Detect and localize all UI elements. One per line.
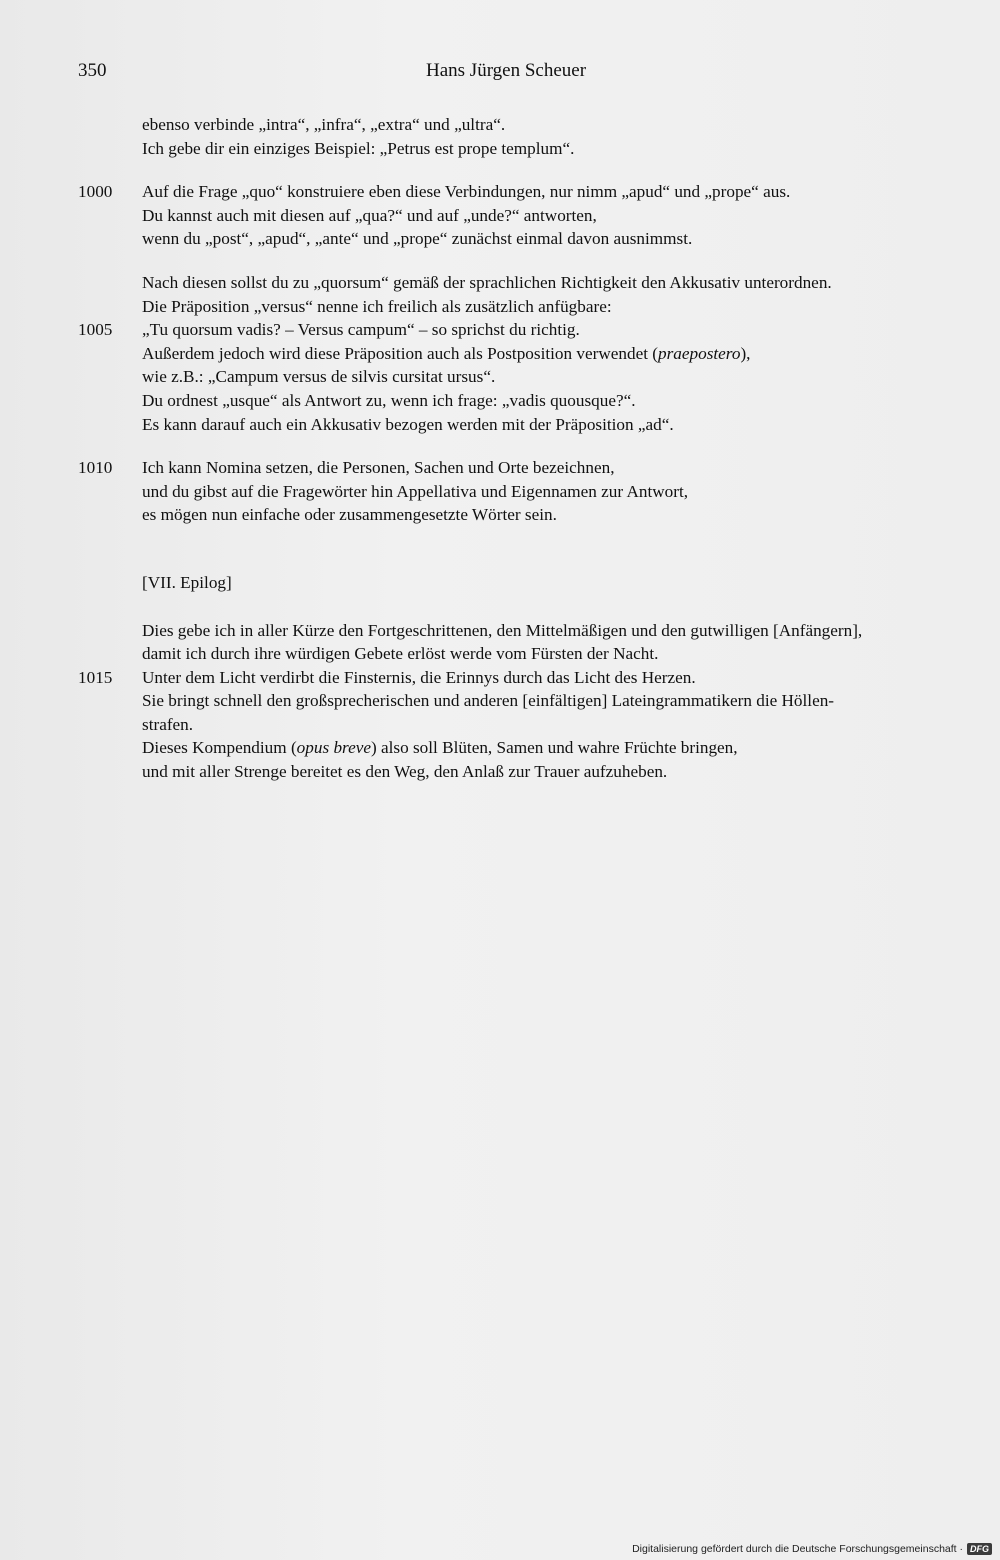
- text-line: [78, 318, 972, 342]
- dfg-logo: DFG: [967, 1543, 992, 1555]
- text-line: es mögen nun einfache oder zusammengesetzte Wörter sein.: [142, 505, 557, 525]
- line-text: Ich kann Nomina setzen, die Personen, Sachen und Orte bezeichnen,: [142, 458, 615, 478]
- line-text: Dieses Kompendium (: [142, 738, 297, 758]
- line-number: 1005: [78, 320, 113, 340]
- text-line: Dies gebe ich in aller Kürze den Fortgeschrittenen, den Mittelmäßigen und den gutwilligen [Anfängern],: [142, 620, 863, 640]
- line-number: 1015: [78, 667, 113, 687]
- digitization-footer: [608, 1540, 992, 1558]
- text-line: [142, 736, 972, 760]
- footer-text: Digitalisierung gefördert durch die Deutsche Forschungsgemeinschaft ·: [632, 1543, 963, 1555]
- line-text: „Tu quorsum vadis? – Versus campum“ – so sprichst du richtig.: [142, 320, 580, 340]
- text-line: ebenso verbinde „intra“, „infra“, „extra“ und „ultra“.: [142, 115, 506, 134]
- text-line: Du ordnest „usque“ als Antwort zu, wenn ich frage: „vadis quousque?“.: [142, 390, 636, 410]
- line-text: ) also soll Blüten, Samen und wahre Früchte bringen,: [370, 738, 738, 758]
- italic-term: praepostero: [658, 343, 741, 363]
- body-text: [78, 113, 972, 784]
- line-text: Auf die Frage „quo“ konstruiere eben diese Verbindungen, nur nimm „apud“ und „prope“ aus.: [142, 182, 791, 202]
- text-line: wie z.B.: „Campum versus de silvis cursitat ursus“.: [142, 367, 496, 387]
- text-line: Es kann darauf auch ein Akkusativ bezogen werden mit der Präposition „ad“.: [142, 414, 674, 434]
- running-title: Hans Jürgen Scheuer: [426, 60, 587, 81]
- line-number: 1010: [78, 458, 113, 478]
- line-text: Unter dem Licht verdirbt die Finsternis, die Erinnys durch das Licht des Herzen.: [142, 667, 696, 687]
- text-line: wenn du „post“, „apud“, „ante“ und „prope“ zunächst einmal davon ausnimmst.: [142, 229, 693, 249]
- text-line: [142, 342, 972, 366]
- text-line: Ich gebe dir ein einziges Beispiel: „Petrus est prope templum“.: [142, 138, 575, 158]
- text-line: strafen.: [142, 714, 194, 734]
- text-line: [78, 456, 972, 480]
- section-heading: [VII. Epilog]: [142, 572, 232, 592]
- text-line: Sie bringt schnell den großsprecherischen und anderen [einfältigen] Lateingrammatikern die Höllen-: [142, 691, 835, 711]
- text-line: Nach diesen sollst du zu „quorsum“ gemäß der sprachlichen Richtigkeit den Akkusativ unterordnen.: [142, 272, 832, 292]
- text-line: [78, 180, 972, 204]
- line-number: 1000: [78, 182, 113, 202]
- line-text: Außerdem jedoch wird diese Präposition auch als Postposition verwendet (: [142, 343, 658, 363]
- text-line: Du kannst auch mit diesen auf „qua?“ und auf „unde?“ antworten,: [142, 205, 597, 225]
- text-line: und mit aller Strenge bereitet es den Weg, den Anlaß zur Trauer aufzuheben.: [142, 762, 668, 782]
- text-line: und du gibst auf die Fragewörter hin Appellativa und Eigennamen zur Antwort,: [142, 481, 689, 501]
- text-line: [78, 666, 972, 690]
- text-line: Die Präposition „versus“ nenne ich freilich als zusätzlich anfügbare:: [142, 296, 612, 316]
- text-line: damit ich durch ihre würdigen Gebete erlöst werde vom Fürsten der Nacht.: [142, 644, 659, 664]
- page-number: 350: [78, 60, 107, 81]
- line-text: ),: [740, 343, 751, 363]
- italic-term: opus breve: [296, 738, 371, 758]
